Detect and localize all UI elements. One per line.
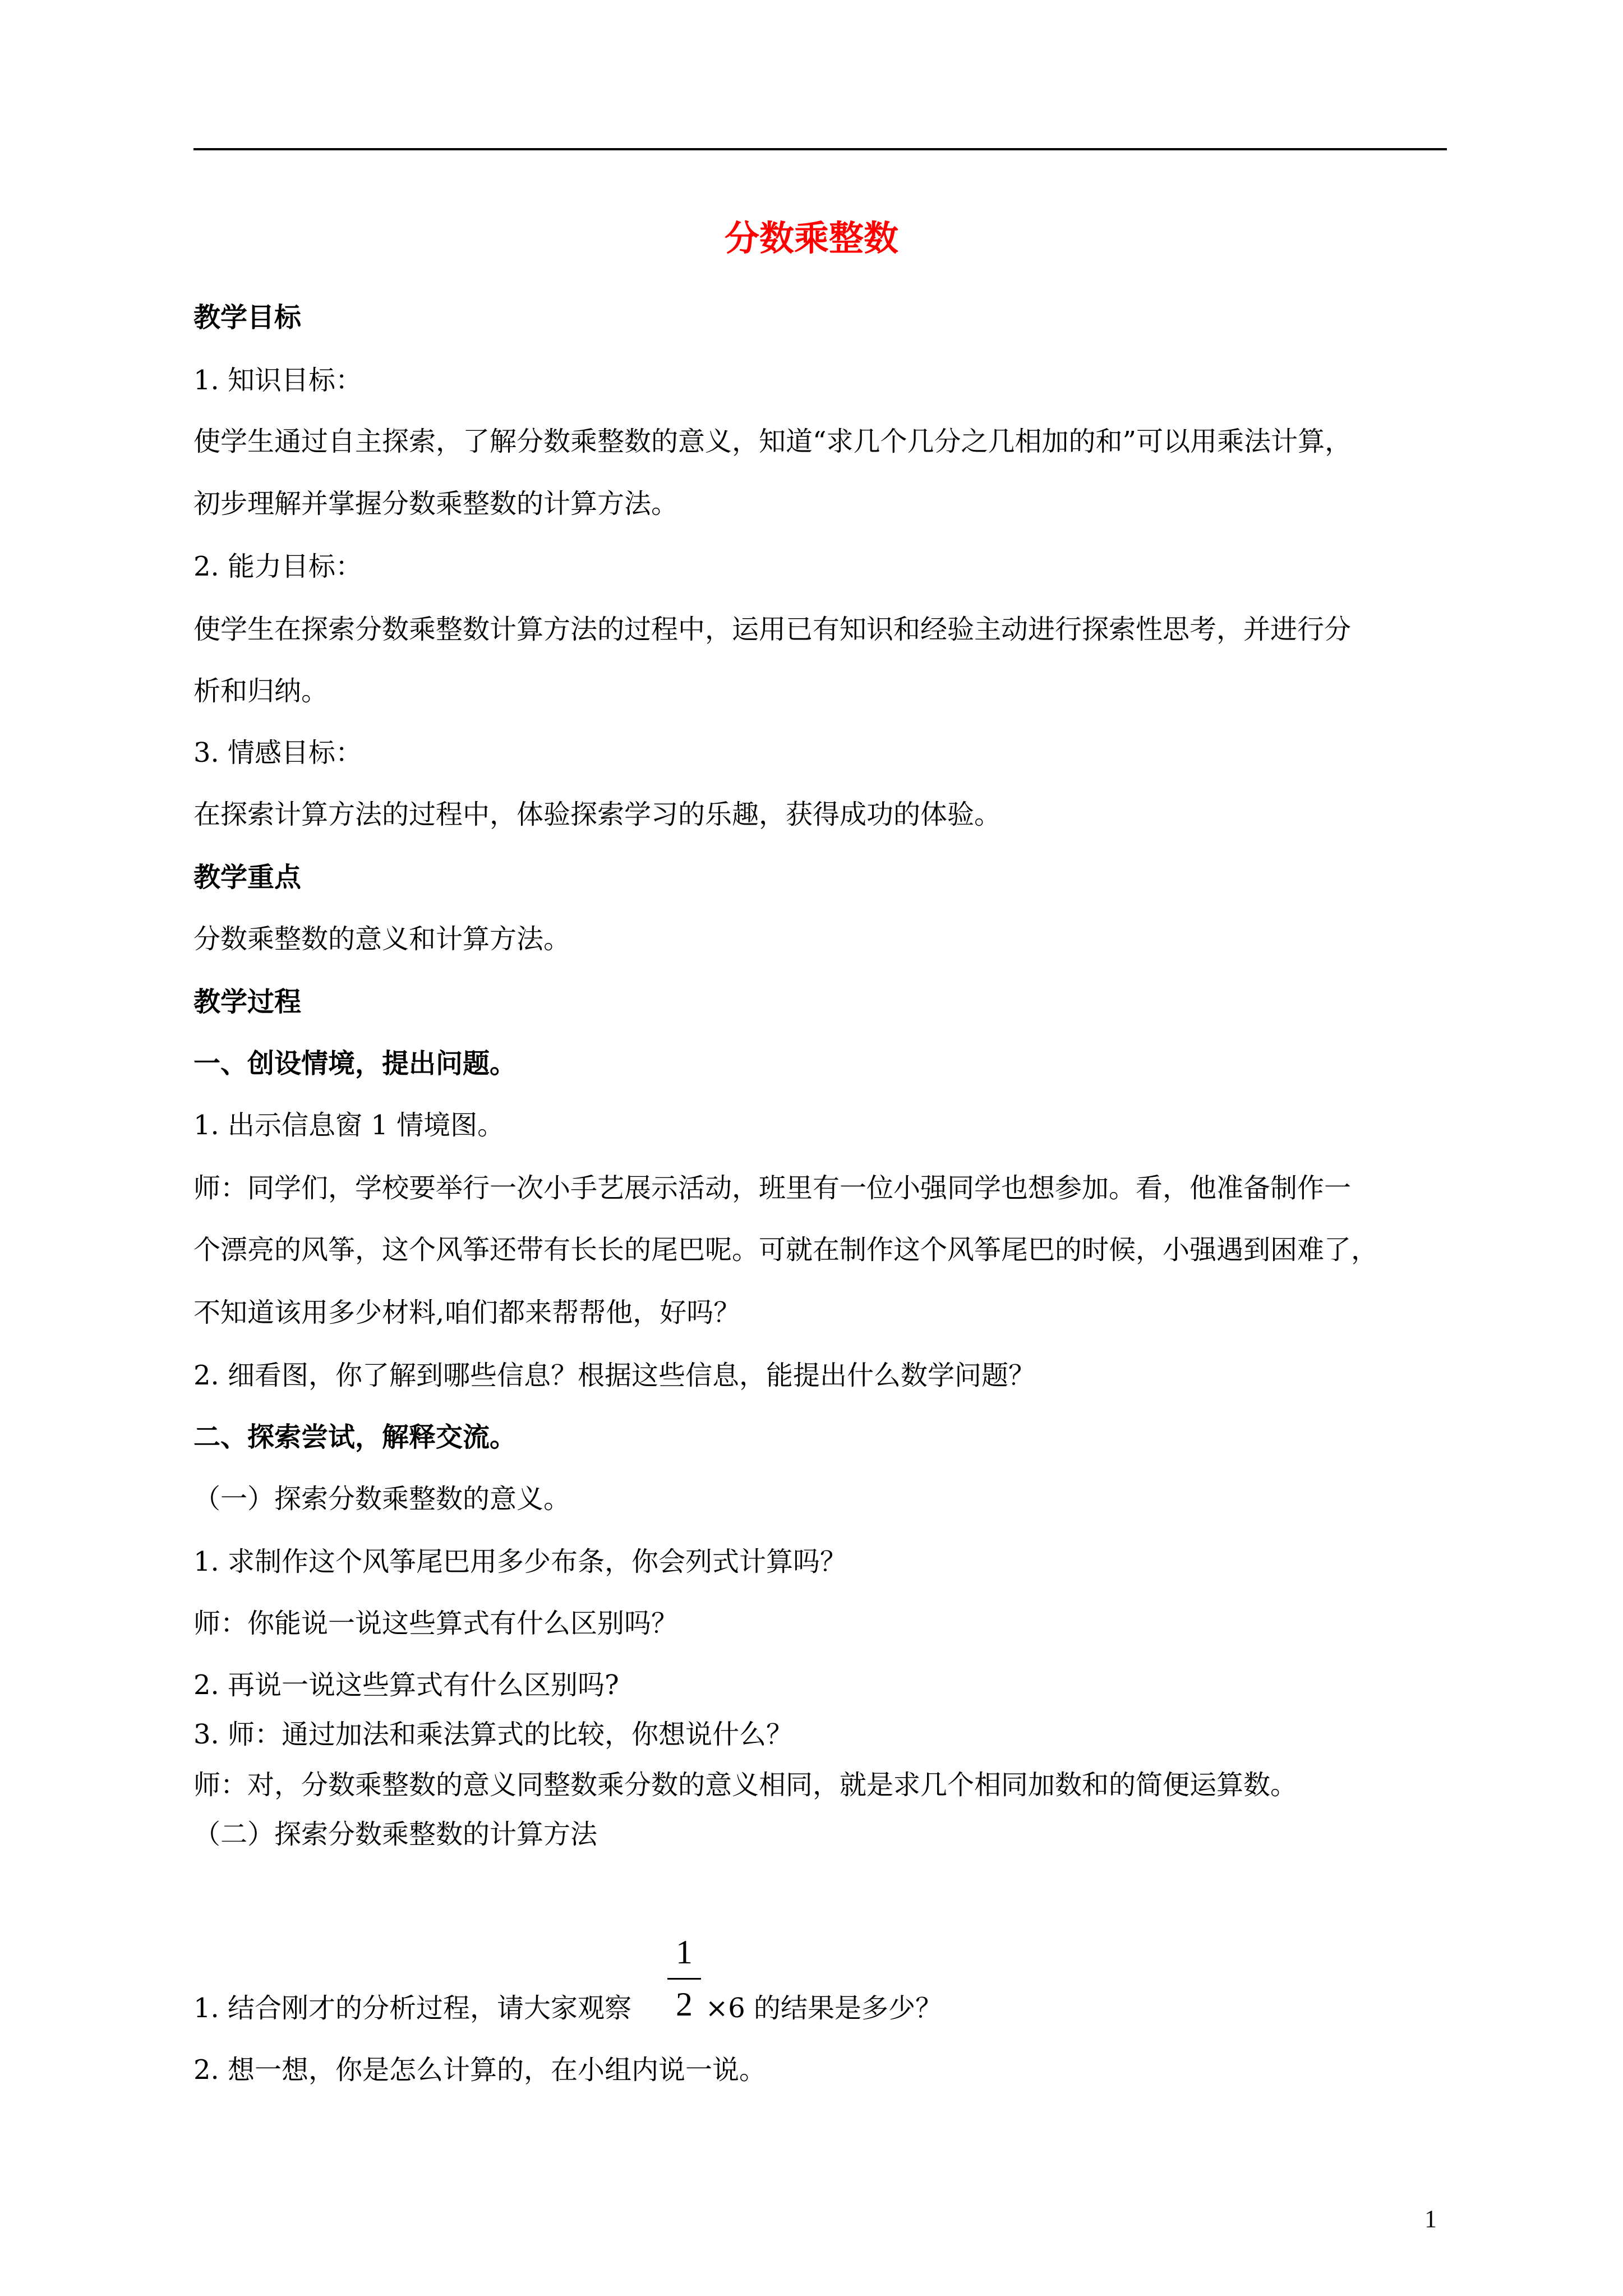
subsection-one-item-3: 3. 师：通过加法和乘法算式的比较，你想说什么？ bbox=[193, 1719, 794, 1750]
document-title: 分数乘整数 bbox=[724, 218, 898, 259]
heading-key-points: 教学重点 bbox=[193, 862, 302, 893]
teacher-speech-3: 不知道该用多少材料,咱们都来帮帮他，好吗？ bbox=[193, 1297, 741, 1328]
fraction-bar bbox=[667, 1978, 701, 1980]
teacher-conclusion: 师：对，分数乘整数的意义同整数乘分数的意义相同，就是求几个相同加数和的简便运算数。 bbox=[193, 1769, 1298, 1801]
subsection-one-item-1: 1. 求制作这个风筝尾巴用多少布条，你会列式计算吗？ bbox=[193, 1546, 847, 1577]
ability-goal-text-1: 使学生在探索分数乘整数计算方法的过程中，运用已有知识和经验主动进行探索性思考，并进行分 bbox=[193, 614, 1352, 645]
section-one-item-2: 2. 细看图，你了解到哪些信息？根据这些信息，能提出什么数学问题？ bbox=[193, 1360, 1036, 1391]
page-number: 1 bbox=[1424, 2205, 1437, 2233]
ability-goal-label: 2. 能力目标： bbox=[193, 551, 363, 582]
subsection-two-item-2: 2. 想一想，你是怎么计算的，在小组内说一说。 bbox=[193, 2054, 767, 2086]
subsection-one-heading: （一）探索分数乘整数的意义。 bbox=[193, 1483, 571, 1515]
subsection-two-item-1: 1. 结合刚才的分析过程，请大家观察 bbox=[193, 1993, 632, 2024]
knowledge-goal-label: 1. 知识目标： bbox=[193, 365, 363, 396]
teacher-speech-2: 个漂亮的风筝，这个风筝还带有长长的尾巴呢。可就在制作这个风筝尾巴的时候，小强遇到困难了， bbox=[193, 1234, 1378, 1266]
subsection-one-item-2: 2. 再说一说这些算式有什么区别吗? bbox=[193, 1669, 619, 1701]
heading-teaching-goals: 教学目标 bbox=[193, 302, 302, 333]
subsection-two-heading: （二）探索分数乘整数的计算方法 bbox=[193, 1819, 598, 1850]
emotion-goal-text: 在探索计算方法的过程中，体验探索学习的乐趣，获得成功的体验。 bbox=[193, 799, 1002, 830]
fraction-numerator: 1 bbox=[676, 1934, 693, 1971]
knowledge-goal-text-2: 初步理解并掌握分数乘整数的计算方法。 bbox=[193, 488, 679, 519]
knowledge-goal-text-1: 使学生通过自主探索，了解分数乘整数的意义，知道“求几个几分之几相加的和”可以用乘法计算， bbox=[193, 426, 1352, 457]
section-one-heading: 一、创设情境，提出问题。 bbox=[193, 1048, 517, 1079]
fraction-denominator: 2 bbox=[676, 1986, 693, 2023]
header-rule bbox=[193, 148, 1447, 150]
section-one-item-1: 1. 出示信息窗 1 情境图。 bbox=[193, 1110, 505, 1141]
teacher-question-1: 师：你能说一说这些算式有什么区别吗？ bbox=[193, 1608, 679, 1639]
heading-teaching-process: 教学过程 bbox=[193, 986, 302, 1018]
equation-tail: ×6 的结果是多少？ bbox=[706, 1993, 943, 2024]
key-points-text: 分数乘整数的意义和计算方法。 bbox=[193, 923, 571, 955]
emotion-goal-label: 3. 情感目标： bbox=[193, 737, 363, 769]
teacher-speech-1: 师：同学们，学校要举行一次小手艺展示活动，班里有一位小强同学也想参加。看，他准备制作一 bbox=[193, 1172, 1352, 1204]
section-two-heading: 二、探索尝试，解释交流。 bbox=[193, 1421, 517, 1453]
fraction-one-half bbox=[667, 1934, 701, 2022]
ability-goal-text-2: 析和归纳。 bbox=[193, 675, 329, 707]
